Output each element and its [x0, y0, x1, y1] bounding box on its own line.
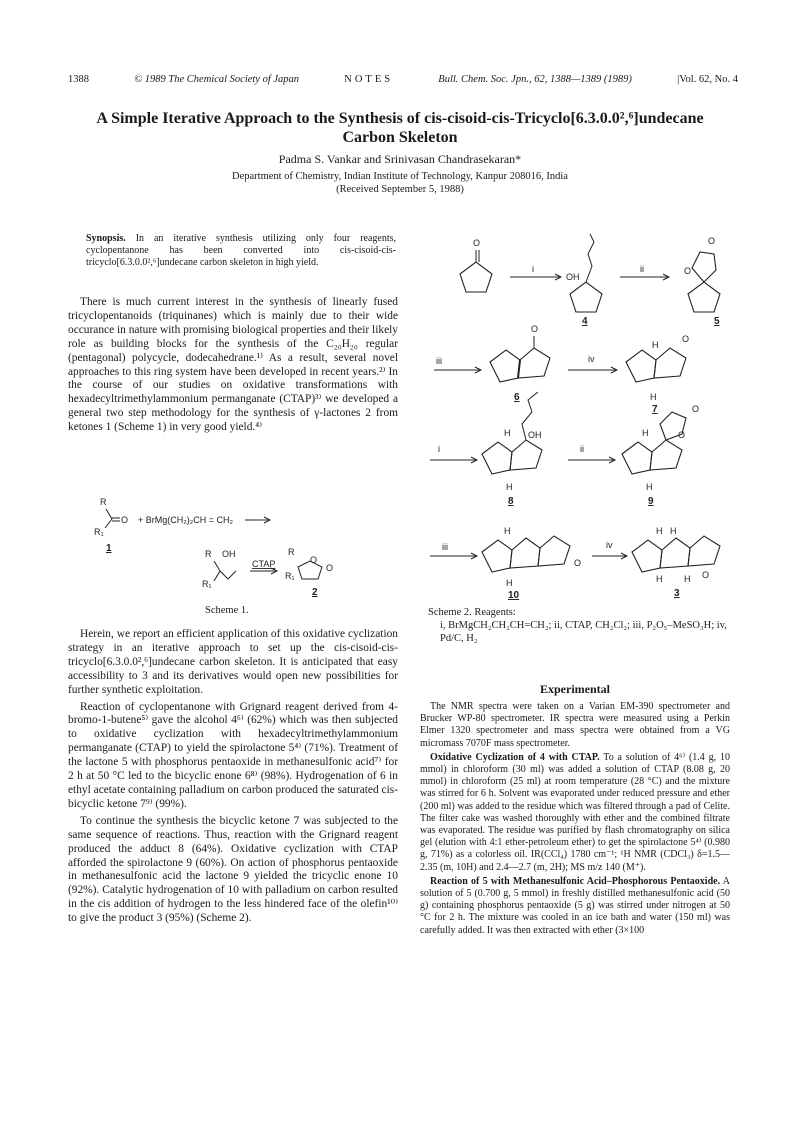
affiliation: Department of Chemistry, Indian Institute of Technology, Kanpur 208016, India [232, 171, 568, 182]
paragraph: The NMR spectra were taken on a Varian EM-390 spectrometer and Brucker WP-80 spectrometer. IR spectra were measured using a Perkin Elmer 1320 spectrometer and mass spectra were obtained from a VG micromass 7070F mass spectrometer. [420, 701, 730, 749]
journal-citation: Bull. Chem. Soc. Jpn., 62, 1388—1389 (1989) [438, 74, 632, 85]
s2-h-8b: H [506, 482, 513, 492]
s2-h-3a: H [656, 526, 663, 536]
s2-ring-o-5: O [684, 266, 692, 276]
paper-title: A Simple Iterative Approach to the Synthesis of cis-cisoid-cis-Tricyclo[6.3.0.0²,⁶]undecane Carbon Skeleton [96, 110, 704, 146]
paragraph [420, 876, 730, 937]
compound-6-label: 6 [514, 392, 520, 403]
step-i-b: i [438, 444, 440, 454]
experimental-text [420, 701, 730, 939]
scheme1-r-3: R [288, 547, 295, 557]
authors: Padma S. Vankar and Srinivasan Chandrasekaran* [278, 152, 522, 166]
synopsis-label: Synopsis. [86, 233, 126, 244]
s2-h-9a: H [642, 428, 649, 438]
compound-9-label: 9 [648, 496, 654, 507]
volume: |Vol. 62, No. 4 [677, 74, 738, 85]
s2-o-1: O [473, 238, 481, 248]
intro-text [68, 296, 398, 438]
step-iii-b: iii [442, 542, 448, 552]
synopsis [86, 233, 396, 269]
compound-7-label: 7 [652, 404, 658, 415]
scheme1-oh: OH [222, 549, 236, 559]
scheme2-caption-title: Scheme 2. Reagents: [428, 607, 516, 618]
compound-3-label: 3 [674, 588, 680, 599]
page-number: 1388 [68, 74, 89, 85]
scheme-1 [90, 495, 390, 605]
step-ii-b: ii [580, 444, 584, 454]
running-header [68, 74, 738, 85]
s2-h-3b: H [670, 526, 677, 536]
scheme1-r1: R₁ [94, 527, 104, 537]
s2-h-10a: H [504, 526, 511, 536]
scheme2-reagents: i, BrMgCH₂CH₂CH=CH₂; ii, CTAP, CH₂Cl₂; iii, P₂O₅–MeSO₃H; iv, Pd/C, H₂ [440, 620, 727, 644]
compound-4-label: 4 [582, 316, 588, 327]
compound-1-label: 1 [106, 543, 112, 554]
experimental-heading: Experimental [540, 682, 610, 696]
scheme1-carbonyl-o: O [326, 563, 334, 573]
compound-10-label: 10 [508, 590, 520, 601]
paragraph-body: To a solution of 4⁶⁾ (1.4 g, 10 mmol) in chloroform (30 ml) was added a solution of CTAP (8.08 g, 20 mmol) in chloroform (25 ml) at room temperature (28 °C) and the mixture was stirred for 6 h. Solvent was evaporated under reduced pressure and ether (200 ml) was added to the residue which was filtered through a pad of Celite. The filter cake was washed thoroughly with ether and the combined filtrate was evaporated. The residue was purified by flash chromatography on silica gel (elution with 4:1 ether-petroleum ether) to get the spirolactone 5⁴⁾ (0.980 g, 71%) as a colorless oil. IR(CCl₄) 1780 cm⁻¹; ¹H NMR (CDCl₃) δ=1.5—2.35 (m, 10H) and 2.4—2.7 (m, 2H); MS m/z 140 (M⁺). [420, 751, 730, 873]
s2-h-7b: H [650, 392, 657, 402]
s2-carbonyl-o-5: O [708, 236, 716, 246]
scheme1-r: R [100, 497, 107, 507]
s2-o-7: O [682, 334, 690, 344]
s2-oh-4: OH [566, 272, 580, 282]
s2-carbonyl-o-9: O [692, 404, 700, 414]
paragraph: Herein, we report an efficient application of this oxidative cyclization strategy in an iterative approach to set up the cis-cisoid-cis-tricyclo[6.3.0.0²,⁶]undecane carbon skeleton. It is anticipated that easy accessibility to 3 and its derivatives would open new possibilities for further synthetic exploitation. [68, 628, 398, 696]
scheme1-caption: Scheme 1. [205, 605, 249, 616]
step-iv-a: iv [588, 354, 595, 364]
compound-8-label: 8 [508, 496, 514, 507]
paragraph: To continue the synthesis the bicyclic ketone 7 was subjected to the same sequence of reactions. Thus, reaction with the Grignard reagent produced the adduct 8 (64%). Oxidative cyclization with CTAP afforded the spirolactone 9 (60%). On action of phosphorus pentaoxide in methanesulfonic acid the lactone 9 yielded the tricyclic enone 10 (92%). Catalytic hydrogenation of 10 with palladium on carbon resulted in the cis addition of hydrogen to the less hindered face of the olefin¹⁰⁾ to give the product 3 (95%) (Scheme 2). [68, 814, 398, 925]
s2-oh-8: OH [528, 430, 542, 440]
paragraph: Reaction of cyclopentanone with Grignard reagent derived from 4-bromo-1-butene⁵⁾ gave the alcohol 4⁶⁾ (62%) which was then subjected to oxidative cyclization with hexadecyltrimethylammonium permanganate (CTAP) to yield the spirolactone 5⁴⁾ (71%). Treatment of the lactone 5 with phosphorus pentaoxide in methanesulfonic acid⁷⁾ for 2 h at 50 °C led to the bicyclic enone 6⁸⁾ (98%). Hydrogenation of 6 in ethyl acetate containing palladium on carbon produced the saturated cis-bicyclic ketone 7⁹⁾ (99%). [68, 700, 398, 810]
scheme2-caption [428, 606, 728, 645]
s2-h-8a: H [504, 428, 511, 438]
s2-h-10b: H [506, 578, 513, 588]
grignard-reagent: + BrMg(CH₂)₂CH = CH₂ [138, 515, 233, 525]
s2-o-10: O [574, 558, 582, 568]
step-i: i [532, 264, 534, 274]
s2-o-3: O [702, 570, 710, 580]
s2-h-7a: H [652, 340, 659, 350]
scheme1-o: O [121, 515, 129, 525]
body-text [68, 628, 398, 929]
step-iii-a: iii [436, 356, 442, 366]
step-iv-b: iv [606, 540, 613, 550]
s2-o-6: O [531, 324, 539, 334]
copyright: © 1989 The Chemical Society of Japan [134, 74, 300, 85]
scheme1-ring-o: O [310, 555, 318, 565]
s2-h-3c: H [656, 574, 663, 584]
paragraph: There is much current interest in the synthesis of linearly fused tricyclopentanoids (triquinanes) which is mainly due to their wide occurance in nature with promising biological properties and their likely role as building blocks for the synthesis of the C₂₀H₂₀ regular (pentagonal) polycycle, dodecahedrane.¹⁾ As a result, several novel approaches to this ring system have been developed in recent years.²⁾ In the course of our studies on oxidative transformations with hexadecyltrimethylammonium permanganate (CTAP)³⁾ we developed a general two step methodology for the synthesis of γ-lactones 2 from ketones 1 (Scheme 1) in very good yield.⁴⁾ [68, 296, 398, 434]
s2-h-9b: H [646, 482, 653, 492]
scheme1-r-2: R [205, 549, 212, 559]
scheme1-r1-2: R₁ [202, 579, 212, 589]
s2-h-3d: H [684, 574, 691, 584]
compound-2-label: 2 [312, 587, 318, 598]
paragraph-heading: Oxidative Cyclization of 4 with CTAP. [430, 751, 600, 763]
synopsis-text: In an iterative synthesis utilizing only four reagents, cyclopentanone has been converted into cis-cisoid-cis-tricyclo[6.3.0.0²,⁶]undecane carbon skeleton in high yield. [86, 233, 397, 268]
received-date: (Received September 5, 1988) [336, 184, 464, 195]
paragraph-heading: Reaction of 5 with Methanesulfonic Acid–Phosphorous Pentaoxide. [430, 875, 721, 887]
compound-5-label: 5 [714, 316, 720, 327]
step-ii: ii [640, 264, 644, 274]
scheme1-ctap: CTAP [252, 559, 276, 569]
section-label: NOTES [344, 74, 394, 85]
scheme-2 [420, 232, 740, 602]
paragraph [420, 752, 730, 874]
paragraph-body: A solution of 5 (0.700 g, 5 mmol) in freshly distilled methanesulfonic acid (50 g) containing phosphorus pentaoxide (5 g) was stirred under nitrogen at 50 °C for 2 h. The mixture was cooled in an ice bath and water (150 ml) was carefully added. It was then extracted with ether (3×100 [420, 875, 730, 936]
s2-ring-o-9: O [678, 430, 686, 440]
scheme1-r1-3: R₁ [285, 571, 295, 581]
affiliation-block [80, 170, 720, 196]
